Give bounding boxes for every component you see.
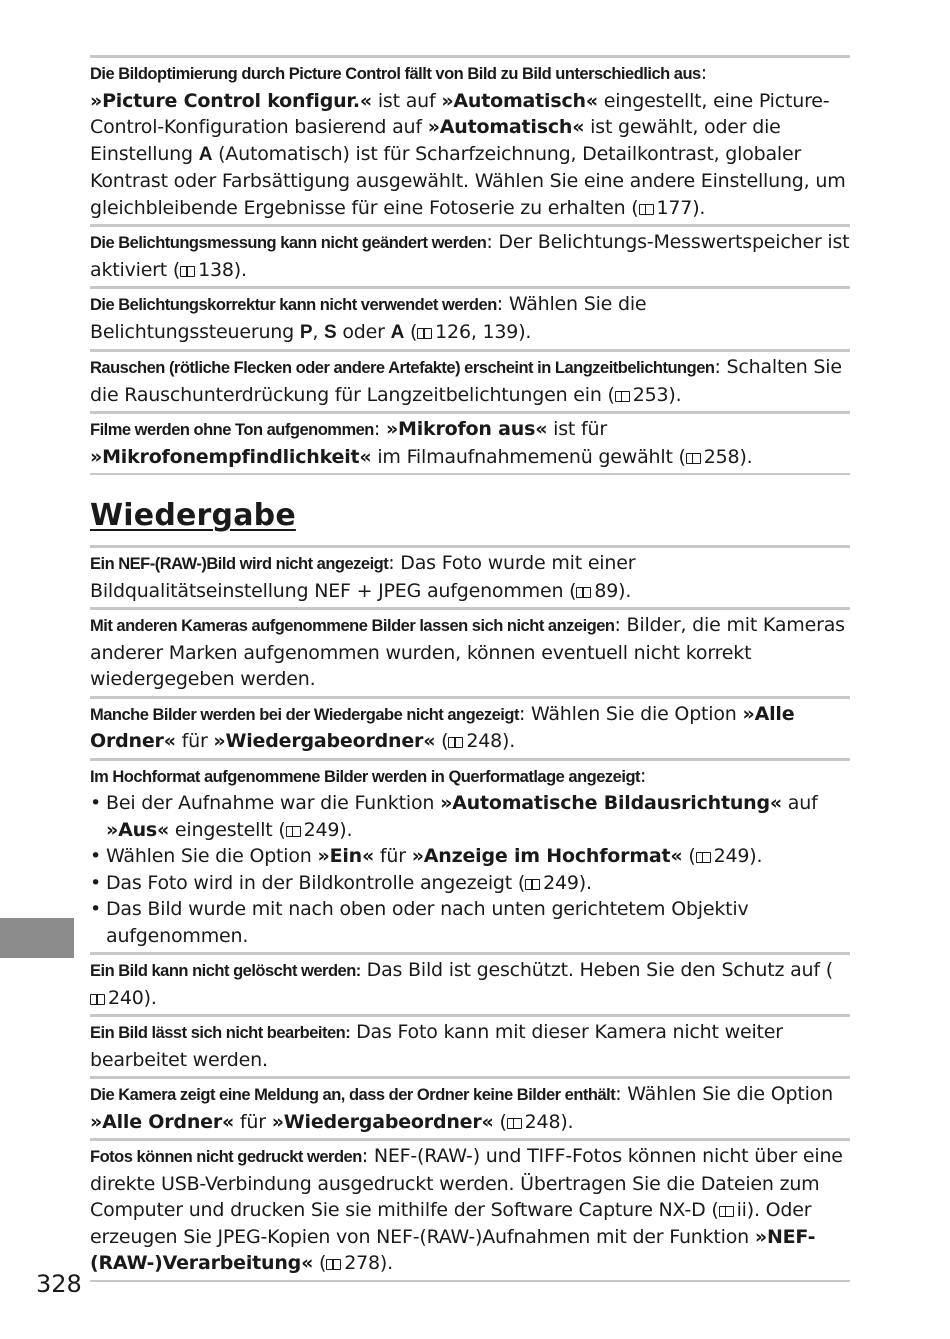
page-reference[interactable]: 249 <box>303 818 340 841</box>
page-reference[interactable]: 249 <box>543 871 579 894</box>
body-text: ( <box>404 320 418 343</box>
entry-paragraph <box>90 1081 850 1135</box>
problem-heading: Die Belichtungsmessung kann nicht geändert werden <box>90 234 487 252</box>
body-text: : <box>373 418 386 440</box>
problem-heading: Ein NEF-(RAW-)Bild wird nicht angezeigt <box>90 555 389 573</box>
troubleshooting-list-playback <box>90 545 850 1282</box>
body-text: , <box>312 320 325 343</box>
menu-option-name: »Mikrofon aus« <box>385 418 548 440</box>
book-reference-icon <box>180 266 195 277</box>
book-reference-icon <box>326 1259 341 1270</box>
menu-option-name: »NEF-(RAW-)Verarbeitung« <box>90 1225 816 1274</box>
troubleshooting-entry <box>90 349 850 411</box>
body-text: : Der Belichtungs-Messwertspeicher ist aktiviert ( <box>90 231 850 281</box>
menu-option-name: »Alle Ordner« <box>90 702 795 752</box>
body-text: ist gewählt, oder die Einstellung <box>90 116 781 165</box>
body-text: für <box>374 845 412 867</box>
body-text: ist für <box>547 418 607 440</box>
entry-paragraph <box>90 957 850 1011</box>
problem-heading: Fotos können nicht gedruckt werden <box>90 1148 362 1166</box>
body-text: Bei der Aufnahme war die Funktion <box>106 792 441 814</box>
book-reference-icon <box>286 826 301 837</box>
problem-heading: Manche Bilder werden bei der Wiedergabe nicht angezeigt <box>90 705 519 724</box>
troubleshooting-list-shooting <box>90 55 850 475</box>
body-text: ). <box>749 845 763 867</box>
menu-option-name: »Aus« <box>106 818 170 841</box>
body-text: ). Oder erzeugen Sie JPEG-Kopien von NEF-(RAW-)Aufnahmen mit der Funktion <box>90 1199 812 1248</box>
body-text: eingestellt ( <box>169 818 286 841</box>
troubleshooting-entry <box>90 758 850 953</box>
body-text: : Bilder, die mit Kameras anderer Marken aufgenommen wurden, können eventuell nicht korrekt wiedergegeben werden. <box>90 614 845 690</box>
page-number: 328 <box>36 1270 82 1298</box>
entry-paragraph <box>90 763 850 791</box>
menu-option-name: »Automatisch« <box>441 89 598 112</box>
list-item <box>90 896 850 949</box>
page-reference[interactable]: 138 <box>198 258 234 281</box>
book-reference-icon <box>639 204 654 215</box>
body-text: : Schalten Sie die Rauschunterdrückung für Langzeitbelichtungen ein ( <box>90 356 842 406</box>
page-reference[interactable]: ii <box>736 1199 747 1221</box>
page-reference[interactable]: 253 <box>632 383 669 406</box>
troubleshooting-entry <box>90 607 850 696</box>
troubleshooting-entry <box>90 411 850 475</box>
menu-option-name: »Picture Control konfigur.« <box>90 89 372 112</box>
body-text: ). <box>578 871 592 894</box>
body-text: ( <box>682 845 696 867</box>
body-text: auf <box>781 792 818 814</box>
menu-option-name: »Wiedergabeordner« <box>213 730 436 752</box>
problem-heading: Ein Bild lässt sich nicht bearbeiten: <box>90 1024 351 1042</box>
entry-paragraph <box>90 354 850 408</box>
body-text: für <box>234 1110 272 1133</box>
entry-paragraph <box>90 550 850 604</box>
mode-letter: P <box>299 321 313 343</box>
body-text: : <box>700 62 707 84</box>
problem-heading: Die Bildoptimierung durch Picture Control fällt von Bild zu Bild unterschiedlich aus <box>90 65 701 83</box>
page-reference[interactable]: 249 <box>713 845 750 867</box>
menu-option-name: »Alle Ordner« <box>90 1110 235 1133</box>
page-reference[interactable]: 240 <box>108 986 144 1009</box>
problem-heading: Mit anderen Kameras aufgenommene Bilder lassen sich nicht anzeigen <box>90 617 615 635</box>
mode-letter: A <box>390 321 405 343</box>
menu-option-name: »Mikrofonempfindlichkeit« <box>90 445 372 468</box>
book-reference-icon <box>525 879 540 890</box>
body-text: eingestellt, eine Picture-Control-Konfiguration basierend auf <box>90 89 830 138</box>
body-text: ). <box>668 383 682 406</box>
body-text: ). <box>618 579 632 602</box>
menu-option-name: »Automatische Bildausrichtung« <box>440 792 782 814</box>
body-text: Das Foto wird in der Bildkontrolle angezeigt ( <box>106 871 526 894</box>
body-text: ). <box>339 818 353 841</box>
page-content <box>90 55 850 1282</box>
body-text: oder <box>336 320 391 343</box>
body-text: : Das Foto wurde mit einer Bildqualitätseinstellung NEF + JPEG aufgenommen ( <box>90 552 636 602</box>
book-reference-icon <box>686 453 701 464</box>
body-text: : Wählen Sie die Option <box>518 702 743 725</box>
entry-paragraph <box>90 701 850 755</box>
entry-paragraph <box>90 612 850 693</box>
chapter-tab-marker <box>0 918 74 958</box>
cause-list <box>90 790 850 949</box>
problem-heading: Ein Bild kann nicht gelöscht werden: <box>90 962 361 980</box>
book-reference-icon <box>448 737 463 748</box>
troubleshooting-entry <box>90 286 850 349</box>
body-text: (Automatisch) ist für Scharfzeichnung, Detailkontrast, globaler Kontrast oder Farbsättigung ausgewählt. Wählen Sie eine andere Einstellung, um gleichbleibende Ergebnisse für eine Fotoserie zu erhalten ( <box>90 142 846 219</box>
menu-option-name: »Automatisch« <box>427 116 585 138</box>
body-text: Das Foto kann mit dieser Kamera nicht weiter bearbeitet werden. <box>90 1021 783 1071</box>
body-text: : <box>640 764 647 787</box>
body-text: ). <box>233 258 247 281</box>
troubleshooting-entry <box>90 952 850 1014</box>
body-text: ). <box>560 1110 574 1133</box>
menu-option-name: »Wiedergabeordner« <box>271 1110 494 1133</box>
body-text: Wählen Sie die Option <box>106 845 318 867</box>
body-text: ( <box>313 1252 327 1274</box>
book-reference-icon <box>615 391 630 402</box>
list-item <box>90 790 850 843</box>
menu-option-name: »Ein« <box>317 845 375 867</box>
body-text: Das Bild ist geschützt. Heben Sie den Schutz auf ( <box>360 959 833 981</box>
page-reference[interactable]: 89 <box>594 579 619 602</box>
body-text: für <box>175 730 214 752</box>
body-text: : Wählen Sie die Option <box>615 1083 833 1105</box>
page-reference[interactable]: 258 <box>703 445 740 468</box>
book-reference-icon <box>417 328 432 339</box>
problem-heading: Im Hochformat aufgenommene Bilder werden in Querformatlage angezeigt <box>90 767 641 786</box>
troubleshooting-entry <box>90 1076 850 1138</box>
body-text: ist auf <box>371 89 442 112</box>
book-reference-icon <box>696 852 711 863</box>
body-text: ). <box>692 196 706 219</box>
troubleshooting-entry <box>90 1138 850 1282</box>
body-text: ). <box>518 320 532 343</box>
troubleshooting-entry <box>90 696 850 758</box>
page-reference[interactable]: 248 <box>466 730 503 752</box>
book-reference-icon <box>507 1118 522 1129</box>
book-reference-icon <box>719 1206 734 1217</box>
list-item <box>90 843 850 870</box>
troubleshooting-entry <box>90 545 850 607</box>
troubleshooting-entry <box>90 224 850 286</box>
problem-heading: Rauschen (rötliche Flecken oder andere Artefakte) erscheint in Langzeitbelichtungen <box>90 359 715 377</box>
body-text: ). <box>502 730 516 752</box>
book-reference-icon <box>90 994 105 1005</box>
entry-paragraph <box>90 416 850 470</box>
problem-heading: Filme werden ohne Ton aufgenommen <box>90 421 374 439</box>
entry-paragraph <box>90 1143 850 1277</box>
body-text: Das Bild wurde mit nach oben oder nach unten gerichtetem Objektiv aufgenommen. <box>106 898 749 947</box>
body-text: ). <box>739 445 753 468</box>
body-text: : NEF-(RAW-) und TIFF-Fotos können nicht über eine direkte USB-Verbindung ausgedruckt werden. Übertragen Sie die Dateien zum Computer und drucken Sie sie mithilfe der Software Capture NX-D ( <box>90 1145 843 1221</box>
book-reference-icon <box>576 587 591 598</box>
troubleshooting-entry <box>90 1014 850 1076</box>
body-text: : Wählen Sie die Belichtungssteuerung <box>90 293 647 343</box>
page-reference[interactable]: 248 <box>524 1110 561 1133</box>
problem-heading: Die Belichtungskorrektur kann nicht verwendet werden <box>90 296 497 314</box>
entry-paragraph <box>90 1019 850 1073</box>
section-title: Wiedergabe <box>90 498 296 533</box>
page-reference[interactable]: 177 <box>656 196 693 219</box>
mode-letter: S <box>324 321 337 343</box>
list-item <box>90 870 850 897</box>
body-text: ( <box>493 1110 507 1133</box>
entry-paragraph <box>90 229 850 283</box>
body-text: ( <box>435 730 449 752</box>
body-text: ). <box>143 986 157 1009</box>
entry-paragraph <box>90 291 850 346</box>
body-text: ). <box>379 1252 393 1274</box>
problem-heading: Die Kamera zeigt eine Meldung an, dass der Ordner keine Bilder enthält <box>90 1086 616 1104</box>
troubleshooting-entry <box>90 55 850 224</box>
body-text: im Filmaufnahmemenü gewählt ( <box>371 445 686 468</box>
menu-option-name: »Anzeige im Hochformat« <box>411 845 683 867</box>
page-reference[interactable]: 278 <box>344 1252 380 1274</box>
mode-letter: A <box>198 143 213 165</box>
entry-paragraph <box>90 60 850 221</box>
page-reference[interactable]: 126, 139 <box>435 320 519 343</box>
